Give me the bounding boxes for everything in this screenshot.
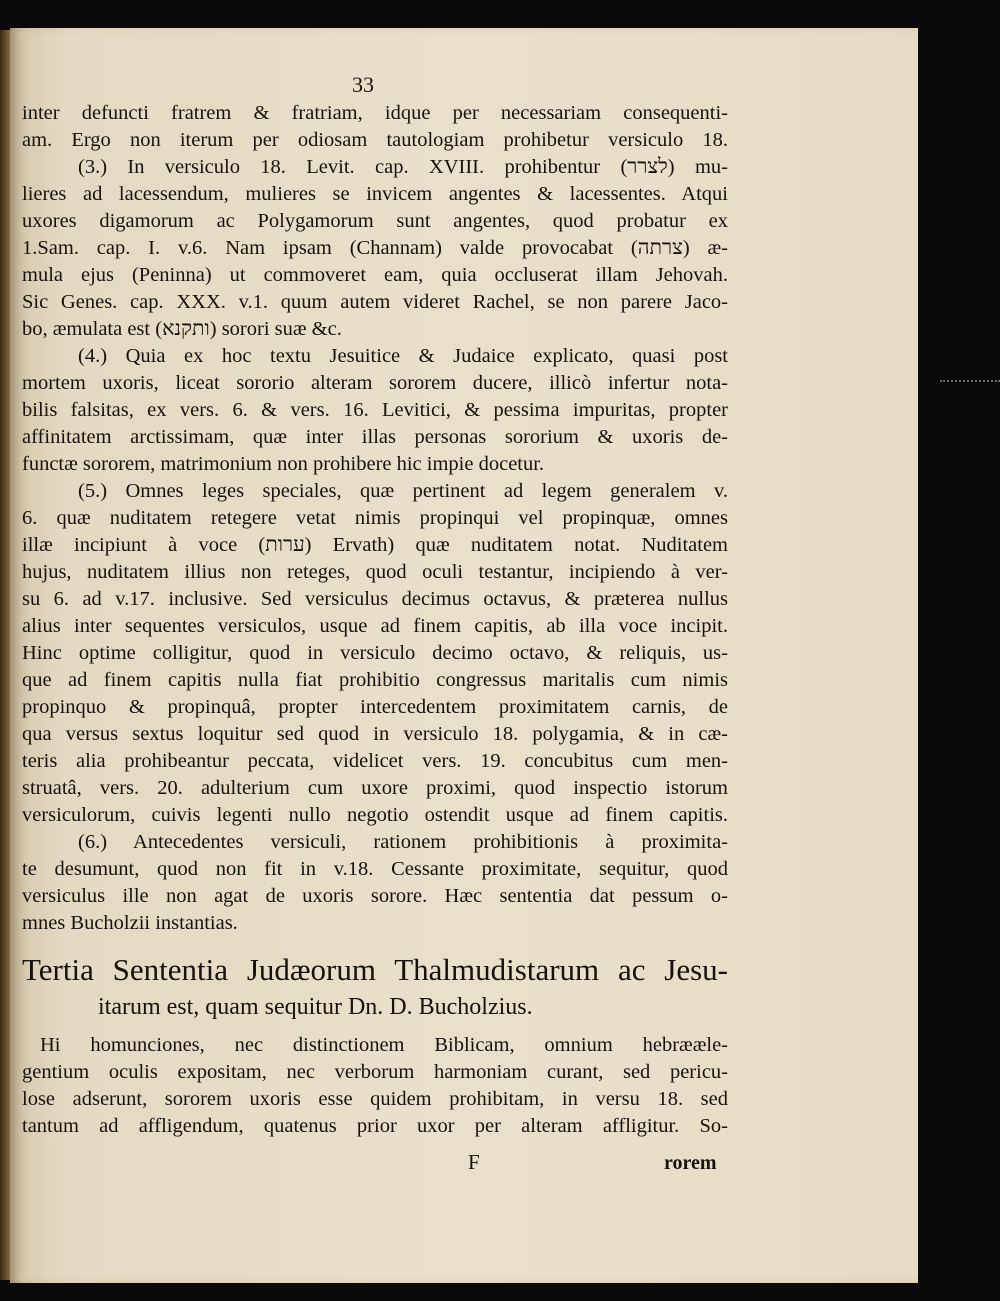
text-line: Hi homunciones, nec distinctionem Biblicam, omnium hebrææle-	[40, 1034, 728, 1056]
catchword: rorem	[664, 1152, 717, 1174]
text-line: versiculorum, cuivis legenti nullo negotio ostendit usque ad finem capitis.	[22, 804, 728, 826]
closing-paragraph	[22, 1032, 728, 1140]
body-text	[22, 100, 728, 937]
text-line: te desumunt, quod non fit in v.18. Cessante proximitate, sequitur, quod	[22, 858, 728, 880]
section-heading-line-2: itarum est, quam sequitur Dn. D. Bucholzius.	[98, 994, 533, 1020]
text-line: (4.) Quia ex hoc textu Jesuitice & Judaice explicato, quasi post	[78, 345, 728, 367]
text-line: alius inter sequentes versiculos, usque ad finem capitis, ab illa voce incipit.	[22, 615, 728, 637]
text-line: mnes Bucholzii instantias.	[22, 912, 238, 934]
text-line: 1.Sam. cap. I. v.6. Nam ipsam (Channam) valde provocabat (צרתה) æ-	[22, 237, 728, 259]
text-line: affinitatem arctissimam, quæ inter illas personas sororium & uxoris de-	[22, 426, 728, 448]
text-line: lose adserunt, sororem uxoris esse quidem prohibitam, in versu 18. sed	[22, 1088, 728, 1110]
text-line: uxores digamorum ac Polygamorum sunt angentes, quod probatur ex	[22, 210, 728, 232]
text-line: que ad finem capitis nulla fiat prohibitio congressus maritalis cum nimis	[22, 669, 728, 691]
text-line: hujus, nuditatem illius non reteges, quod oculi testantur, incipiendo à ver-	[22, 561, 728, 583]
page-number: 33	[352, 72, 374, 97]
text-line: Hinc optime colligitur, quod in versiculo decimo octavo, & reliquis, us-	[22, 642, 728, 664]
text-line: mula ejus (Peninna) ut commoveret eam, quia occluserat illam Jehovah.	[22, 264, 728, 286]
text-line: am. Ergo non iterum per odiosam tautologiam prohibetur versiculo 18.	[22, 129, 728, 151]
text-line: bilis falsitas, ex vers. 6. & vers. 16. Levitici, & pessima impuritas, propter	[22, 399, 728, 421]
section-heading-line-1: Tertia Sententia Judæorum Thalmudistarum ac Jesu-	[22, 952, 728, 987]
signature-mark: F	[468, 1150, 480, 1174]
text-line: bo, æmulata est (ותקנא) sorori suæ &c.	[22, 318, 342, 340]
text-line: (5.) Omnes leges speciales, quæ pertinent ad legem generalem v.	[78, 480, 728, 502]
text-line: Sic Genes. cap. XXX. v.1. quum autem videret Rachel, se non parere Jaco-	[22, 291, 728, 313]
text-line: tantum ad affligendum, quatenus prior uxor per alteram affligitur. So-	[22, 1115, 728, 1137]
text-line: teris alia prohibeantur peccata, videlicet vers. 19. concubitus cum men-	[22, 750, 728, 772]
text-line: illæ incipiunt à voce (ערות) Ervath) quæ nuditatem notat. Nuditatem	[22, 534, 728, 556]
text-line: 6. quæ nuditatem retegere vetat nimis propinqui vel propinquæ, omnes	[22, 507, 728, 529]
text-line: functæ sororem, matrimonium non prohibere hic impie docetur.	[22, 453, 545, 475]
text-line: su 6. ad v.17. inclusive. Sed versiculus decimus octavus, & præterea nullus	[22, 588, 728, 610]
text-line: qua versus sextus loquitur sed quod in versiculo 18. polygamia, & in cæ-	[22, 723, 728, 745]
text-line: struatâ, vers. 20. adulterium cum uxore proximi, quod inspectio istorum	[22, 777, 728, 799]
text-line: versiculus ille non agat de uxoris sorore. Hæc sententia dat pessum o-	[22, 885, 728, 907]
section-heading	[22, 950, 728, 1024]
text-line: (6.) Antecedentes versiculi, rationem prohibitionis à proximita-	[78, 831, 728, 853]
text-line: mortem uxoris, liceat sororio alteram sororem ducere, illicò infertur nota-	[22, 372, 728, 394]
text-line: lieres ad lacessendum, mulieres se invicem angentes & lacessentes. Atqui	[22, 183, 728, 205]
text-line: gentium oculis expositam, nec verborum harmoniam curant, sed pericu-	[22, 1061, 728, 1083]
edge-marks	[940, 380, 1000, 386]
text-line: propinquo & propinquâ, propter intercedentem proximitatem carnis, de	[22, 696, 728, 718]
text-line: (3.) In versiculo 18. Levit. cap. XVIII. prohibentur (לצרר) mu-	[78, 156, 728, 178]
text-line: inter defuncti fratrem & fratriam, idque per necessariam consequenti-	[22, 102, 728, 124]
